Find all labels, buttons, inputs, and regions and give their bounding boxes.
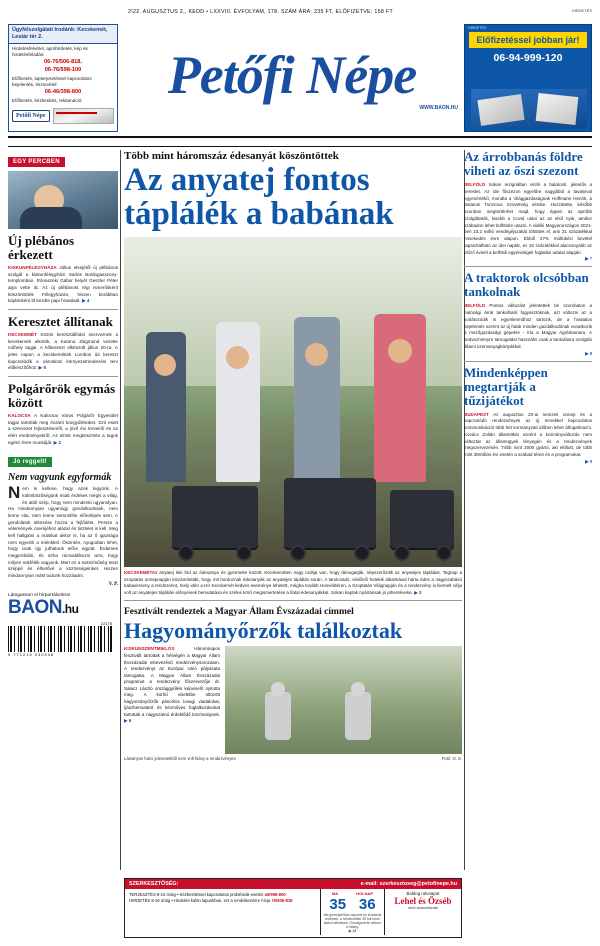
footer-line-2-text: HIRDETÉS 8-16 óráig • Hirdetés külön lapunkban, ezt a rendelkezésre hívja (129, 898, 271, 904)
weather-more[interactable]: ▶ 13 (348, 929, 357, 933)
barcode-number: 9 771215 030438 (8, 651, 55, 657)
left-article-3-body (8, 413, 118, 446)
footer-header (125, 879, 461, 889)
right-article-1-more[interactable]: ▶ 7 (585, 256, 592, 262)
footer-row (125, 889, 461, 935)
left-column (8, 150, 118, 655)
footer-editorial-label: SZERKESZTŐSÉG: (129, 881, 179, 887)
barcode-bars (8, 626, 112, 652)
footer-line-1-text: TERJESZTÉS 8-16 óráig • Kézbesítéssel kapcsolatos problémák esetén (129, 892, 264, 897)
left-article-1-title[interactable]: Új plébános érkezett (8, 233, 75, 263)
weather-widget (321, 889, 385, 935)
divider-left-2 (8, 376, 118, 377)
baon-promo[interactable] (8, 593, 118, 617)
photo-knight-left (265, 692, 291, 740)
right-article-2-text: Pontos változást jelentettek be szombaton a hatósági árral tankolható fogyasztóknak, azt változni az a korlátozódik is egyetlenműhöz tartozik, de a hivatalos bejelentés szerint az új határ minden gazdálkodónak vonatkozik a mezőgazdasági gépekre - írta a Magyar Agrárkamara. A kedvezményre támogatást használni csak a tankolásra szolgáló állami üzemanyagkártyákkal. (464, 303, 592, 349)
photo-stroller-2-wheel-left (290, 545, 306, 561)
photo-knight-right (345, 692, 371, 740)
photo-stroller-1-wheel-right (236, 545, 252, 561)
left-article-2-text: Közös keresztállítást szerveznek a kecskeméti alkotók, a Katona Zsigmond vezette műhely tagjai. A kőkereszt elkészült július 20-ra. A jeles napon a kecskemétiek Lombos úti kereszt kapcsolódik a városközi környezetrendezési terv előkészítőhöz. (8, 332, 119, 371)
baon-lead-text: Látogasson el hírportálunkra! (8, 592, 71, 598)
left-article-1-text: Július elsejétől új plébános szolgál a kiskunfélegyházi Sarlós Boldogasszony-templomban. Rónaszéki Gábor helyét Geszler Péter atya vette át. Az új plébánost régi ismerősként köszöntötték Félegyházán, hiszen korábban káplánként itt kezdte papi hivatását. (8, 265, 118, 304)
issue-line: 2\22. AUGUSZTUS 2., KEDD • LXXVIII. ÉVFOLYAM, 178. SZÁM ÁRA: 235 FT, ELŐFIZETVE: 158 FT (128, 9, 394, 15)
sub-photo (225, 646, 462, 754)
promo-phone-1: 06-76/506-818, (44, 58, 82, 65)
right-article-3-body (464, 412, 592, 459)
photo-stroller-1-wheel-left (178, 545, 194, 561)
weather-temperatures (323, 896, 382, 913)
sub-article-wrap (124, 646, 462, 754)
right-article-3-dateline: BUDAPEST (464, 411, 489, 417)
right-article-2-body (464, 303, 592, 350)
weather-note: Ma gomolyfelhős záporok és zivatarok lehetnek, a hőmérséklet 35 fok körül alakul délutánra. Országszerte változó a hőség. (323, 913, 382, 929)
divider-center (124, 600, 462, 601)
left-article-3-title[interactable]: Polgárőrök egymás között (8, 380, 116, 410)
promo-logo: Petőfi Népe (12, 110, 50, 122)
promo-line-1: Hirdetésfelvétel, apróhirdetés, kép és hirdetésfeladás: (12, 45, 88, 57)
sub-article-body (124, 646, 220, 754)
badge-egy-percben: EGY PERCBEN (8, 157, 65, 167)
left-article-3-dateline: KALOCSA (8, 413, 31, 419)
sub-headline[interactable]: Hagyományőrzők találkoztak (124, 618, 403, 644)
barcode (8, 621, 112, 655)
ad-headline: Előfizetéssel jobban jár! (469, 32, 587, 48)
rolled-newspaper-image (53, 108, 115, 124)
weather-today-label: MA (331, 891, 339, 896)
weather-tomorrow-label: HOLNAP (356, 891, 374, 896)
weather-tomorrow-temp: 36 (358, 896, 376, 913)
right-article-2-title[interactable]: A traktorok olcsóbban tankolnak (464, 270, 589, 300)
editorial-title: Nem vagyunk egyformák (8, 472, 112, 484)
photo-stroller-3-wheel-left (394, 545, 410, 561)
nameday-names: Lehel és Özséb (394, 896, 452, 906)
left-article-2-more[interactable]: ▶ 5 (38, 365, 47, 371)
footer-phone-1[interactable]: 46/998-800 (264, 892, 286, 897)
footer-phone-2[interactable]: 76/506-818 (271, 898, 293, 904)
left-article-1-body (8, 265, 118, 305)
right-article-1-body (464, 182, 592, 256)
right-article-2-more[interactable]: ▶ 8 (585, 350, 592, 356)
left-article-3-more[interactable]: ▶ 2 (53, 439, 62, 445)
lead-headline[interactable]: Az anyatej fontos táplálék a babának (124, 162, 394, 232)
lead-caption-body: anyatej leki híd az édesanya és gyermeke között. Kecskeméten nagy múltja van, hogy támogatják, népszerűsítik az anyatejes táplálást. Tegnap a szoptatás ünnepnapján kiszámították, hogy mit hordoznak édesanyák az anyatejes táplálás során. A tanácsadó, védőnői hetekik alkalmával hárta édes a nagyszabású babaverseny a rendszerint, mely idén a Hír Kecskemét kedves eseménye lehetett, mégha tovább Honvédtéren, a Szoptatás Világnapján és a rendezvény is kiemelt célja volt az anyatejes táplálás előnyeinek bemutatása és széles körű megismertetése a fiatal édesanyákkal. Sokan kaptak nyártánsak jó pihentéveke. (124, 570, 462, 595)
priest-portrait-photo (8, 171, 118, 229)
promo-footer (9, 106, 117, 126)
right-article-1-title[interactable]: Az árrobbanás földre viheti az őszi szezont (464, 149, 583, 179)
right-article-3-text: Az augusztus 20-ai nemzeti ünnep és a kapcsolódó rendezvények az új tervekkel kapcsolatos kommunikációt több hét kormányzati időben lehet átfogalmazni. Kovács Zoltán államtitkár szerint a kormányváltozás nem változtat az államügyek lényegén és a rendezvények megszervezésén. Több mint 2000 gyártó, aki eltiltott, de több mint 38milliós évi esetén a szabad téren és a programokat. (464, 411, 592, 458)
promo-phone-3: 06-46/398-800 (44, 89, 82, 96)
photo-stroller-1 (172, 486, 258, 548)
photo-stroller-2 (284, 478, 376, 548)
right-article-1-text: Sokan rezignáltan nézik a balatonli, jelentős a kereslet. Az ide főszezon egyelőre nagyjából a tavalyival egyenértékű, mondta a Világgazdaságnak Hoffmann Henrik, a Balatoni Turizmus Szövetség elnöke. Hozzátette, később azonban megtörténhet majd, hogy éppen az apróbb szolgáltatók, kisebb a Covid utáni az az első nyár, amikor szabadon lehet külföldre utazni. A vidéki Magyarországon 2021-ben 23,2 millió vendégéjszakát töltöttek el, ami 21 százalékkal növekedés évre alapon. Ebből 27% múltúkézi bevétel tapasztalható az idei naptár, ez 32 százalékkal alacsonyabb az előző évinél a belföldi egyéniségek foglalási adatai alapján. (464, 182, 592, 255)
left-article-2-dateline: KECSKEMÉT (8, 332, 37, 338)
left-article-3-text: A Kalocsai Város Polgárőr Egyesület tagjai tartották meg évzáró közgyűlésüket. Szó esett a szervezet fejlesztéseiről, a jövő évi terveiről és az elért eredményekről. Az elnök megköszönte a tagok egész éves munkáját. (8, 413, 118, 445)
left-article-2-body (8, 332, 118, 372)
right-article-2-dateline: BELFÖLD (464, 303, 486, 309)
photo-person-1-head (154, 354, 176, 376)
ad-artwork (471, 89, 587, 129)
promo-heading: Ügyfélszolgálati Irodánk: Kecskemét, Lestár tér 2. (9, 25, 117, 44)
website-url: WWW.BAON.HU (419, 105, 458, 111)
page-title: Petőfi Népe (167, 45, 417, 105)
weather-today-temp: 35 (329, 896, 347, 913)
divider-vertical-left (120, 150, 121, 870)
footer-line-2 (129, 898, 316, 904)
customer-service-promo-box (8, 24, 118, 132)
hirdetes-label: HIRDETÉS (571, 8, 592, 13)
promo-body (9, 44, 117, 107)
divider-right-1 (464, 266, 592, 267)
sub-article-more[interactable]: ▶ 6 (124, 718, 132, 724)
footer-distribution-info (125, 889, 321, 935)
ad-kicker: HIRDETÉS (468, 26, 487, 30)
baon-logo-main: BAON (8, 596, 62, 618)
badge-jo-reggelt: Jó reggelt! (8, 457, 52, 467)
sub-article-text: Háromnapos fesztivált tartottak a hétvégén a Magyar Állam Évszázadai elnevezésű rendezvénysorozaton. A rendezvényt az Európai Unió pályázata támogatta. A Magyar Állam Évszázadai programot a rendezvény főszervezője dr. Salacz László országgyűlési képviselő nyitotta meg. A korhű viseletbe öltözött hagyományőrzők páncélos lovagi viadalokat, íjászbemutatót és kézműves foglalkozásokat tartottak a nagyszámú érdeklődő közönségnek. (124, 646, 220, 717)
masthead (122, 26, 462, 132)
lead-caption-more[interactable]: ▶ 3 (414, 589, 422, 595)
sub-overline: Fesztivált rendeztek a Magyar Állam Évszázadai címmel (124, 607, 354, 618)
promo-phone-2: 06-76/598-100 (44, 67, 82, 74)
ad-phone-number: 06-94-999-120 (493, 52, 563, 65)
photo-person-3 (294, 317, 340, 482)
photo-stroller-2-wheel-right (354, 545, 370, 561)
subscription-ad[interactable] (464, 24, 592, 132)
photo-person-3-head (305, 343, 328, 366)
sub-photo-credit: Fotó: O. S. (441, 756, 462, 762)
lead-caption-dateline: KECSKEMÉTAz (124, 570, 158, 576)
sub-caption-row (124, 756, 462, 761)
left-article-1-more[interactable]: ▶ 4 (82, 298, 90, 304)
sub-caption-text: Látványos harci jelenetekből nem volt hiány a rendezvényen (124, 756, 236, 762)
promo-line-2: Előfizetés, lapterjesztéssel kapcsolatos bejelentés, észrevétel: (12, 75, 92, 88)
divider-top (8, 136, 592, 138)
center-column (124, 150, 462, 761)
editorial-signature: V. P. (108, 581, 118, 587)
divider-top-2 (8, 146, 592, 147)
right-article-1-dateline: BELFÖLD (464, 182, 486, 188)
divider-left-1 (8, 309, 118, 310)
lead-caption-text (124, 570, 462, 596)
lead-caption (124, 570, 462, 596)
right-column (464, 150, 592, 465)
photo-stroller-3 (390, 490, 454, 548)
footer-email[interactable]: e-mail: szerkesztoseg@petofinepe.hu (360, 881, 457, 887)
lead-photo (124, 237, 462, 567)
nameday-title: Boldog névnapot (406, 891, 440, 896)
barcode-issue-number: 22178 (100, 620, 112, 626)
lead-overline: Több mint háromszáz édesanyát köszöntöttek (124, 150, 339, 162)
promo-line-3: Előfizetés, kézbesítés, reklamáció: (12, 97, 83, 103)
photo-person-4-head (388, 339, 412, 363)
sub-article-dateline: KISKUNSZENTMIKLÓS (124, 646, 175, 652)
baon-logo[interactable] (8, 598, 118, 617)
left-article-2-title[interactable]: Keresztet állítanak (8, 314, 113, 329)
nameday-subtitle: nevű olvasóinknak! (407, 906, 439, 910)
editorial-body: Nem is kellene, hogy azok legyünk. A különbözőségünk miatt érdekes mégis a világ, és attól szép, hogy nem mindenki ugyanolyan. Ha mindannyian ugyanúgy gondolkodnánk, nem lenne vita, nem lenne semmiféle előrelépés sem. A gondolatok ütközése hozza a fejlődést. Persze a vélemények cseréjéhez alázat és tisztelet is kell. Meg kell hallgatni a másikat akkor is, ha az ő igazsága nem egyezik a miénkkel. Őszintén, nyugodtan lehet, hogy csak így juthatunk előre együtt. Érdemes megpróbálni, és néha rácsodálkozni arra, hogy milyen sokfélék vagyunk. Mert ez a sokszínűség teszi széppé és élhetővé a közösségeinket. Hiszen mindannyian mást tudunk hozzáadni. (8, 483, 118, 578)
divider-right-2 (464, 361, 592, 362)
footer-info-strip (124, 878, 462, 938)
right-article-3-title[interactable]: Mindenképpen megtartják a tűzijátékot (464, 364, 548, 408)
left-article-1-dateline: KISKUNFÉLEGYHÁZA (8, 265, 57, 271)
top-bar (8, 6, 592, 24)
right-article-3-more[interactable]: ▶ 9 (585, 458, 592, 464)
nameday-widget (385, 889, 461, 935)
photo-stroller-3-wheel-right (436, 545, 452, 561)
baon-logo-sub: .hu (61, 601, 79, 616)
